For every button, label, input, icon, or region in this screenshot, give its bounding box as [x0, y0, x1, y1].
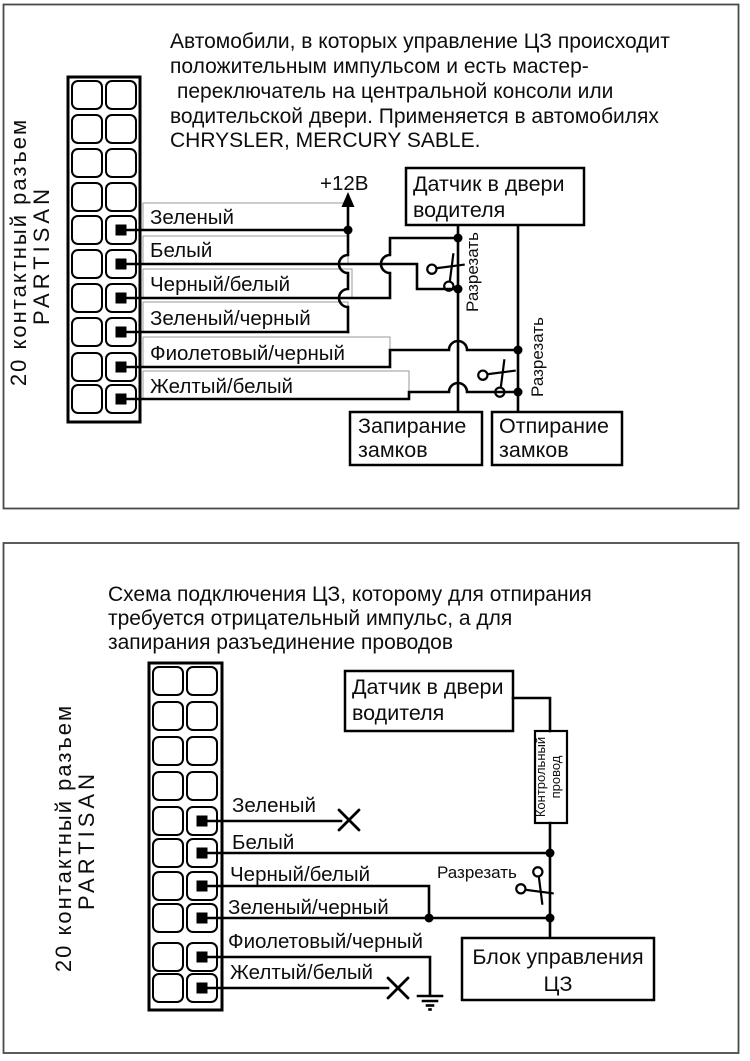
junction-dot: [425, 914, 434, 923]
connector-pin: [153, 807, 183, 835]
connector-brand-vertical: PARTISAN: [29, 185, 54, 325]
connector-label-vertical: 20 контактный разъем: [6, 117, 31, 387]
junction-dot: [344, 226, 353, 235]
connector-pin: [72, 216, 102, 244]
connector-pin: [153, 872, 183, 900]
wire-label-black-white: Черный/белый: [230, 863, 371, 886]
wire-label-green: Зеленый: [232, 794, 316, 817]
driver-door-sensor-text: водителя: [413, 198, 506, 222]
cut-label: Разрезать: [528, 317, 547, 397]
connector-pin: [187, 737, 217, 765]
plus12v-label: +12В: [320, 172, 369, 195]
connector-pin: [153, 974, 183, 1002]
wire-label-yellow-white: Желтый/белый: [230, 961, 374, 984]
connector-pin: [72, 284, 102, 312]
wire-label-black-white: Черный/белый: [150, 273, 291, 296]
cut-label: Разрезать: [437, 863, 517, 882]
connector-pin: [72, 353, 102, 381]
connector-pin: [153, 667, 183, 695]
connector-pin: [106, 183, 136, 211]
connector-pin: [72, 318, 102, 346]
connector-pin: [72, 149, 102, 177]
panel1-header-line: положительным импульсом и есть мастер-: [170, 55, 589, 78]
connector-pin: [153, 702, 183, 730]
wire-label-white: Белый: [232, 831, 295, 854]
wire-label-violet-black: Фиолетовый/черный: [228, 930, 423, 953]
junction-dot: [514, 346, 523, 355]
connector-pin: [153, 737, 183, 765]
wire-label-green: Зеленый: [150, 206, 234, 229]
panel2-header-line: запирания разъединение проводов: [108, 631, 453, 654]
connector-pin: [72, 385, 102, 413]
driver-door-sensor-text: водителя: [352, 701, 445, 725]
panel-2-negative-impulse-scheme: [4, 543, 739, 1053]
wire-label-green-black: Зеленый/черный: [228, 896, 389, 919]
connector-pin: [187, 702, 217, 730]
panel2-header-line: Схема подключения ЦЗ, которому для отпирания: [108, 583, 592, 606]
connector-pin: [187, 667, 217, 695]
driver-door-sensor-text: Датчик в двери: [352, 675, 504, 699]
panel-1-positive-impulse-scheme: [4, 5, 739, 509]
connector-pin: [72, 183, 102, 211]
driver-door-sensor-text: Датчик в двери: [413, 172, 565, 196]
connector-pin: [187, 772, 217, 800]
junction-dot: [454, 285, 463, 294]
connector-pin: [106, 115, 136, 143]
panel1-header-line: переключатель на центральной консоли или: [177, 80, 614, 103]
connector-brand-vertical: PARTISAN: [74, 770, 99, 910]
panel1-header-line: водительской двери. Применяется в автомобилях: [170, 105, 659, 128]
connector-label-vertical: 20 контактный разъем: [51, 703, 76, 973]
lock-locks-text: Запирание: [358, 414, 467, 438]
connector-pin: [72, 250, 102, 278]
lock-locks-text: замков: [358, 438, 428, 462]
connector-pin: [72, 81, 102, 109]
wire-label-yellow-white: Желтый/белый: [150, 375, 294, 398]
panel2-header-line: требуется отрицательный импульс, а для: [108, 607, 513, 630]
connector-pin: [106, 149, 136, 177]
cut-label: Разрезать: [463, 232, 482, 312]
junction-dot: [454, 234, 463, 243]
wire-label-white: Белый: [150, 239, 213, 262]
connector-pin: [72, 115, 102, 143]
connector-pin: [106, 81, 136, 109]
lock-control-unit-text: ЦЗ: [543, 972, 573, 996]
connector-pin: [153, 943, 183, 971]
unlock-locks-text: Отпирание: [499, 414, 609, 438]
lock-control-unit-text: Блок управления: [472, 945, 644, 969]
junction-dot: [546, 849, 555, 858]
connector-pin: [153, 772, 183, 800]
junction-dot: [514, 388, 523, 397]
unlock-locks-text: замков: [499, 438, 569, 462]
junction-dot: [546, 914, 555, 923]
wire-label-violet-black: Фиолетовый/черный: [150, 342, 345, 365]
connector-pin: [153, 839, 183, 867]
control-wire-text: Контрольный: [533, 736, 548, 818]
connector-pin: [153, 904, 183, 932]
wire-label-green-black: Зеленый/черный: [150, 307, 311, 330]
control-wire-text: провод: [548, 755, 563, 799]
panel1-header-line: Автомобили, в которых управление ЦЗ происходит: [170, 30, 670, 53]
panel1-header-line: CHRYSLER, MERCURY SABLE.: [170, 129, 481, 152]
